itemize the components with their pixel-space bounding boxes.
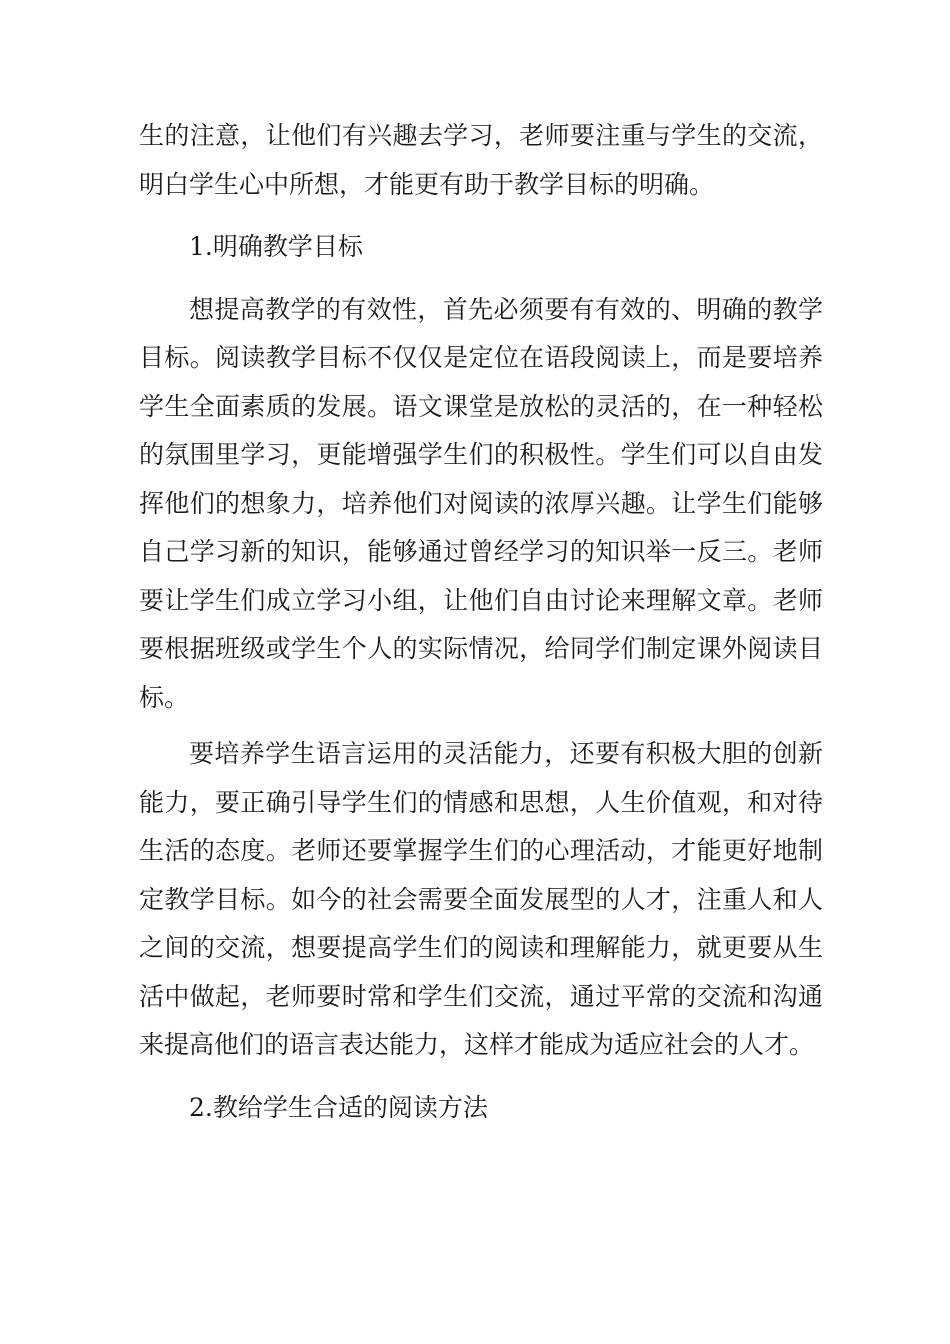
section-heading-2: 2.教给学生合适的阅读方法: [189, 1092, 488, 1122]
paragraph-teaching-goals: 想提高教学的有效性，首先必须要有有效的、明确的教学目标。阅读教学目标不仅仅是定位在语段阅读上，而是要培养学生全面素质的发展。语文课堂是放松的灵活的，在一种轻松的氛围里学习，更能增强学生们的积极性。学生们可以自由发挥他们的想象力，培养他们对阅读的浓厚兴趣。让学生们能够自己学习新的知识，能够通过曾经学习的知识举一反三。老师要让学生们成立学习小组，让他们自由讨论来理解文章。老师要根据班级或学生个人的实际情况，给同学们制定课外阅读目标。: [139, 294, 823, 712]
section-heading-1: 1.明确教学目标: [189, 232, 363, 261]
paragraph-continuation: 生的注意，让他们有兴趣去学习，老师要注重与学生的交流，明白学生心中所想，才能更有助于教学目标的明确。: [139, 121, 823, 199]
document-page: [139, 112, 823, 1132]
paragraph-language-ability: 要培养学生语言运用的灵活能力，还要有积极大胆的创新能力，要正确引导学生们的情感和思想，人生价值观，和对待生活的态度。老师还要掌握学生们的心理活动，才能更好地制定教学目标。如今的社会需要全面发展型的人才，注重人和人之间的交流，想要提高学生们的阅读和理解能力，就更要从生活中做起，老师要时常和学生们交流，通过平常的交流和沟通来提高他们的语言表达能力，这样才能成为适应社会的人才。: [139, 739, 823, 1059]
